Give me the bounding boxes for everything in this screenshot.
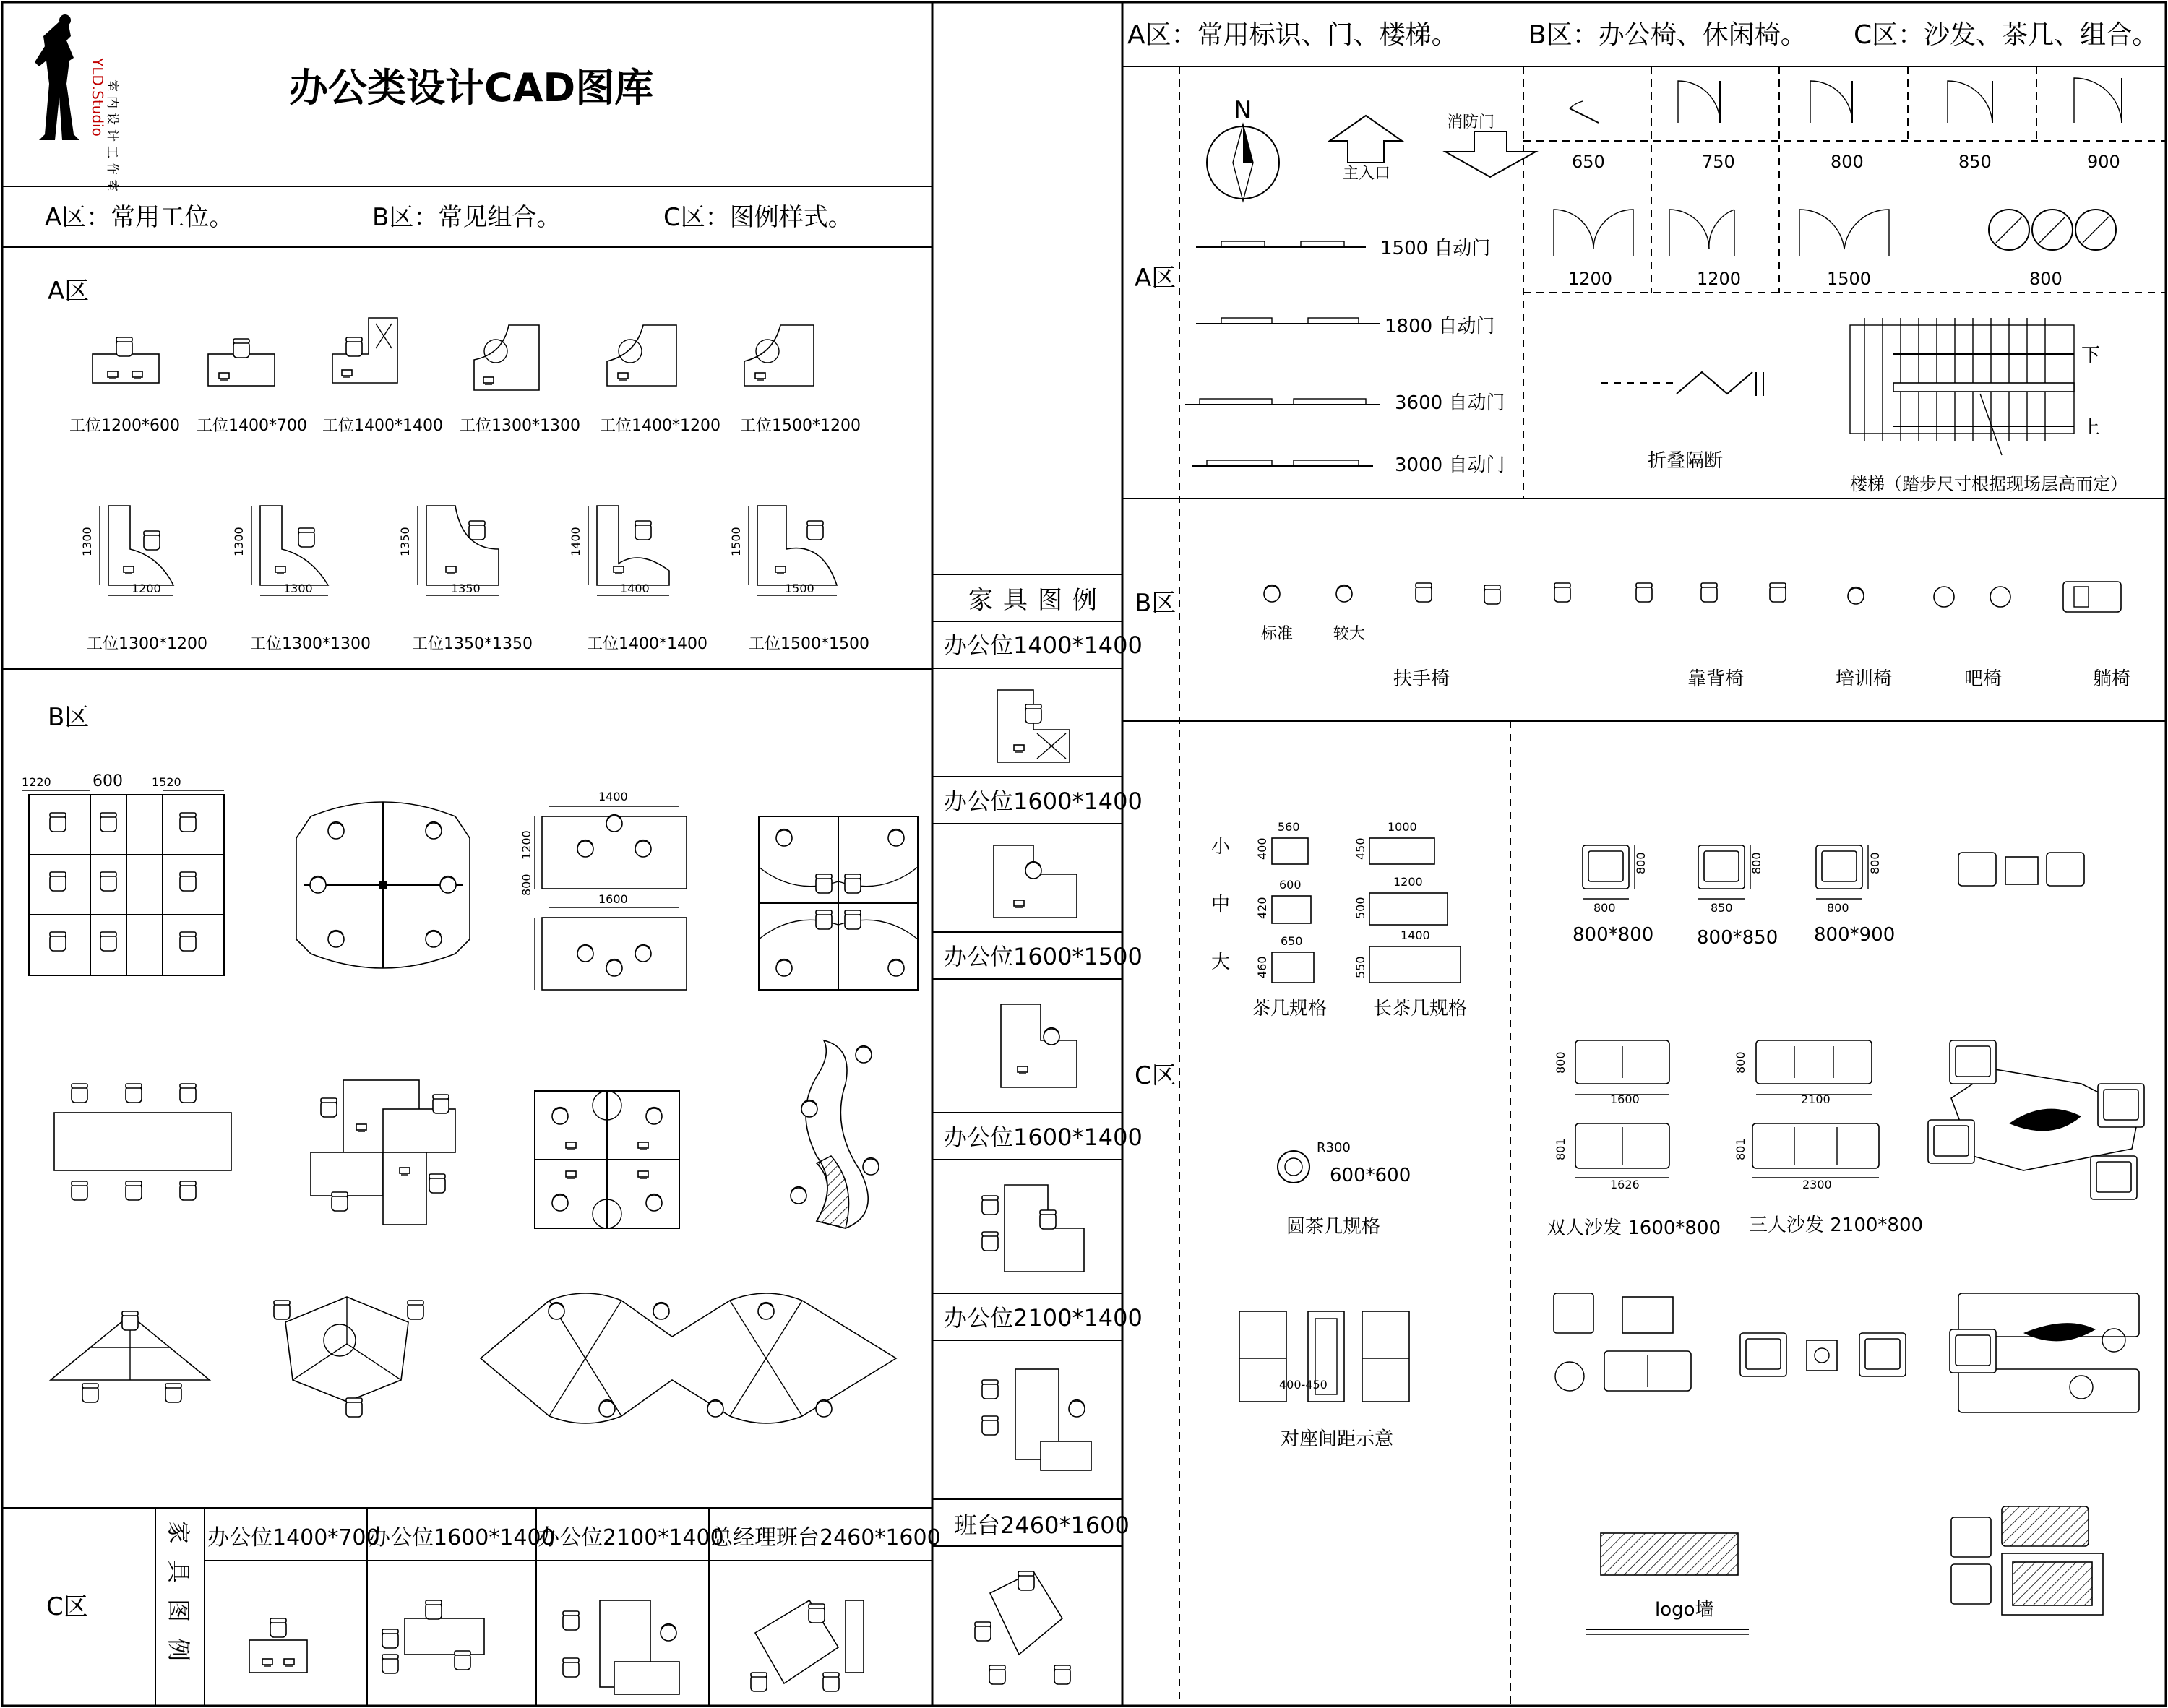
zones-header-c: C区：图例样式。 — [663, 203, 853, 232]
long-tea-spec: 长茶几规格 — [1373, 998, 1468, 1019]
round-spec: 圆茶几规格 — [1286, 1216, 1381, 1238]
single-sofa-2: 800*850 — [1697, 927, 1778, 949]
zone-c-col-3: 办公位2100*1400 — [538, 1525, 724, 1550]
right-zone-b-label: B区 — [1135, 589, 1177, 618]
tea-w3: 650 — [1281, 934, 1303, 948]
double-dim-bottom-h: 801 — [1554, 1138, 1567, 1160]
double-sofas — [1575, 1040, 1669, 1178]
single-dim-h1: 800 — [1634, 852, 1648, 874]
chair-bar: 吧椅 — [1964, 668, 2003, 690]
stairs-icon — [1850, 318, 2074, 455]
dim-1200: 1200 — [520, 830, 533, 860]
dim-1400: 1400 — [598, 790, 628, 803]
single-dim-h2: 800 — [1750, 852, 1763, 874]
middle-header: 家具图例 — [968, 586, 1107, 615]
dim-r2-w5: 1500 — [785, 582, 814, 595]
middle-icon-3 — [1001, 1004, 1077, 1087]
double-dim-top-h: 800 — [1554, 1051, 1567, 1074]
middle-icon-5 — [982, 1369, 1091, 1470]
combo-cross-desks — [296, 802, 470, 968]
long-w2: 1200 — [1393, 875, 1423, 889]
workstation-row-1 — [93, 318, 814, 390]
middle-icon-2 — [994, 845, 1077, 918]
ws-row2-label-1: 工位1300*1200 — [87, 635, 207, 653]
chair-training: 培训椅 — [1836, 668, 1893, 690]
lounge-set-4 — [1740, 1333, 1906, 1376]
spacing-label: 对座间距示意 — [1281, 1428, 1394, 1450]
ws-row1-label-1: 工位1200*600 — [69, 417, 180, 435]
middle-item-6: 班台2460*1600 — [954, 1511, 1130, 1539]
auto-door-2: 1800 自动门 — [1385, 316, 1495, 337]
single-door-2: 750 — [1702, 152, 1735, 172]
compass-north: N — [1234, 96, 1252, 125]
brand-studio-cn: 室内设计工作室 — [105, 79, 119, 196]
right-header-a: A区：常用标识、门、楼梯。 — [1127, 20, 1458, 50]
ws-row2-label-3: 工位1350*1350 — [412, 635, 533, 653]
chair-backchair: 靠背椅 — [1687, 668, 1745, 690]
workstation-1400x1400a — [332, 318, 397, 383]
middle-item-4: 办公位1600*1400 — [944, 1123, 1143, 1151]
ws-row1-label-3: 工位1400*1400 — [322, 417, 443, 435]
long-h2: 500 — [1354, 897, 1367, 919]
zone-c-label: C区 — [46, 1592, 88, 1621]
workstation-1400x1200 — [607, 325, 676, 386]
tea-spec: 茶几规格 — [1252, 998, 1328, 1019]
double-door-3: 1500 — [1827, 269, 1872, 289]
combo-triangle-desks — [51, 1311, 210, 1402]
single-door-5: 900 — [2087, 152, 2120, 172]
tea-h2: 420 — [1255, 897, 1269, 919]
auto-doors — [1185, 241, 1380, 466]
chair-std: 标准 — [1261, 625, 1294, 643]
chair-armchair: 扶手椅 — [1393, 668, 1450, 690]
size-mid: 中 — [1211, 894, 1231, 915]
size-small: 小 — [1211, 836, 1231, 858]
zone-c-icon-4 — [751, 1600, 864, 1691]
double-door-1: 1200 — [1568, 269, 1613, 289]
main-entrance: 主入口 — [1343, 165, 1391, 183]
stairs-up: 上 — [2081, 417, 2101, 439]
logo-wall-label: logo墙 — [1655, 1599, 1714, 1621]
dim-r2-h4: 1400 — [569, 527, 582, 556]
dim-r2-w3: 1350 — [451, 582, 481, 595]
zone-c-col-2: 办公位1600*1400 — [369, 1525, 555, 1550]
combo-wave-desk — [791, 1040, 879, 1228]
zone-c-icon-2 — [382, 1600, 484, 1673]
stairs-down: 下 — [2081, 345, 2101, 366]
combo-staggered-desks — [311, 1080, 455, 1225]
single-sofa-1: 800*800 — [1573, 924, 1654, 946]
right-zone-a-label: A区 — [1135, 264, 1177, 293]
workstation-1300x1300 — [474, 325, 539, 390]
dim-r2-h5: 1500 — [729, 527, 743, 556]
triple-sofas — [1752, 1040, 1879, 1178]
tea-w2: 600 — [1279, 878, 1302, 892]
tea-w1: 560 — [1278, 820, 1300, 834]
middle-icon-1 — [997, 690, 1070, 762]
single-door-4: 850 — [1958, 152, 1992, 172]
stairs-label: 楼梯（踏步尺寸根据现场层高而定） — [1850, 474, 2128, 494]
single-sofas — [1583, 845, 2084, 899]
tea-h1: 400 — [1255, 837, 1269, 860]
middle-item-5: 办公位2100*1400 — [944, 1304, 1143, 1332]
single-doors — [1570, 78, 2122, 123]
fire-door-arrow-icon — [1445, 131, 1536, 177]
combo-meeting-table — [54, 1084, 231, 1200]
lounge-set-3 — [1554, 1293, 1691, 1391]
long-h3: 550 — [1354, 956, 1367, 978]
dim-r2-h1: 1300 — [80, 527, 94, 556]
round-tea-table-icon — [1278, 1151, 1309, 1183]
auto-door-3: 3600 自动门 — [1395, 392, 1505, 414]
zone-c-icon-3 — [563, 1600, 679, 1694]
ws-row2-label-5: 工位1500*1500 — [749, 635, 869, 653]
partition-label: 折叠隔断 — [1648, 450, 1724, 472]
tea-h3: 460 — [1255, 956, 1269, 978]
right-header-c: C区：沙发、茶几、组合。 — [1854, 20, 2159, 50]
double-doors — [1554, 210, 2116, 256]
dim-r2-w1: 1200 — [132, 582, 161, 595]
zone-c-icon-1 — [249, 1618, 307, 1673]
zone-c-legend-vertical: 家具图例 — [165, 1521, 192, 1678]
double-door-2: 1200 — [1697, 269, 1742, 289]
ws-row1-label-5: 工位1400*1200 — [600, 417, 720, 435]
folding-partition-icon — [1601, 372, 1763, 396]
single-dim-w2: 850 — [1711, 901, 1733, 915]
double-door-4: 800 — [2029, 269, 2062, 289]
middle-item-1: 办公位1400*1400 — [944, 631, 1143, 659]
double-sofa-label: 双人沙发 1600*800 — [1547, 1217, 1721, 1239]
zone-c-col-4: 总经理班台2460*1600 — [711, 1525, 941, 1550]
dim-800: 800 — [520, 874, 533, 896]
round-radius: R300 — [1317, 1140, 1351, 1155]
dim-600: 600 — [93, 772, 123, 790]
double-dim-top-w: 1600 — [1610, 1092, 1640, 1106]
long-w1: 1000 — [1388, 820, 1417, 834]
workstation-1200x600 — [93, 337, 159, 383]
dim-r2-h3: 1350 — [398, 527, 412, 556]
triple-sofa-label: 三人沙发 2100*800 — [1749, 1215, 1924, 1236]
combo-curved-desks — [759, 816, 918, 990]
zones-header-a: A区：常用工位。 — [45, 203, 234, 232]
middle-icon-6 — [975, 1571, 1070, 1684]
single-door-1: 650 — [1572, 152, 1605, 172]
combo-zigzag-desks — [481, 1293, 896, 1423]
dim-1600: 1600 — [598, 892, 628, 906]
lounge-set-5 — [1951, 1506, 2103, 1615]
combo-pod-desks — [535, 1091, 679, 1228]
workstation-1400x700 — [208, 339, 275, 386]
single-sofa-3: 800*900 — [1814, 924, 1896, 946]
triple-dim-top-h: 800 — [1734, 1051, 1747, 1074]
single-dim-w3: 800 — [1827, 901, 1849, 915]
zone-a-label: A区 — [48, 277, 90, 306]
dim-1520: 1520 — [152, 775, 181, 789]
single-door-3: 800 — [1831, 152, 1864, 172]
main-entrance-arrow-icon — [1330, 116, 1402, 163]
zones-header-b: B区：常见组合。 — [372, 203, 562, 232]
chair-large: 较大 — [1333, 625, 1366, 643]
auto-door-4: 3000 自动门 — [1395, 454, 1505, 476]
size-large: 大 — [1211, 952, 1231, 973]
zone-b-label: B区 — [48, 703, 90, 732]
middle-item-2: 办公位1600*1400 — [944, 788, 1143, 815]
page-title: 办公类设计CAD图库 — [289, 65, 654, 111]
dim-1220: 1220 — [22, 775, 51, 789]
ws-row2-label-2: 工位1300*1300 — [250, 635, 371, 653]
single-dim-h3: 800 — [1868, 852, 1882, 874]
combo-grid-desks — [22, 790, 224, 975]
chair-recliner: 躺椅 — [2093, 668, 2131, 690]
triple-dim-top-w: 2100 — [1801, 1092, 1831, 1106]
compass-icon — [1207, 124, 1279, 201]
combo-hex-desks — [274, 1297, 423, 1417]
right-header-b: B区：办公椅、休闲椅。 — [1528, 20, 1807, 50]
middle-icon-4 — [982, 1185, 1084, 1272]
triple-dim-bottom-w: 2300 — [1802, 1178, 1832, 1191]
fire-door: 消防门 — [1447, 113, 1495, 131]
double-dim-bottom-w: 1626 — [1610, 1178, 1640, 1191]
brand-logo — [35, 14, 119, 196]
long-w3: 1400 — [1401, 928, 1430, 942]
dim-r2-w2: 1300 — [283, 582, 313, 595]
dim-r2-h2: 1300 — [232, 527, 246, 556]
right-zone-c-label: C区 — [1135, 1061, 1177, 1090]
brand-studio: YLD.Studio — [89, 58, 106, 137]
zone-c-col-1: 办公位1400*700 — [207, 1525, 380, 1550]
long-h1: 450 — [1354, 837, 1367, 860]
middle-item-3: 办公位1600*1500 — [944, 943, 1143, 970]
triple-dim-bottom-h: 801 — [1734, 1138, 1747, 1160]
ws-row2-label-4: 工位1400*1400 — [587, 635, 707, 653]
ws-row1-label-6: 工位1500*1200 — [740, 417, 861, 435]
auto-door-1: 1500 自动门 — [1380, 238, 1491, 259]
round-size: 600*600 — [1330, 1165, 1411, 1186]
ws-row1-label-4: 工位1300*1300 — [460, 417, 580, 435]
single-dim-w1: 800 — [1593, 901, 1616, 915]
office-chairs — [1264, 582, 2121, 612]
lounge-set-1 — [1928, 1040, 2144, 1199]
lounge-set-2 — [1950, 1293, 2139, 1412]
spacing-dim: 400-450 — [1279, 1378, 1328, 1392]
ws-row1-label-2: 工位1400*700 — [197, 417, 307, 435]
workstation-1500x1200 — [744, 325, 814, 386]
dim-r2-w4: 1400 — [620, 582, 650, 595]
